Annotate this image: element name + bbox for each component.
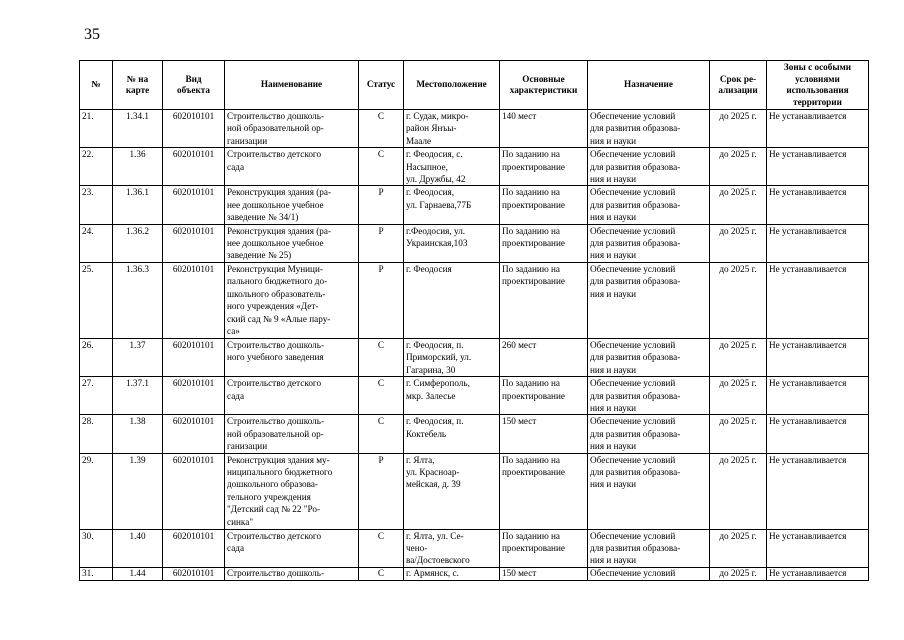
cell-term: до 2025 г. xyxy=(710,148,767,186)
cell-name: Реконструкция Муници- пального бюджетного до- школьного образователь- ного учреждения «Дет- ский сад № 9 «Алые пару- са» xyxy=(225,262,359,338)
cell-num: 24. xyxy=(80,224,113,262)
cell-map-number: 1.37.1 xyxy=(113,377,163,415)
cell-status: Р xyxy=(359,453,404,529)
cell-purpose: Обеспечение условий для развития образова- ния и науки xyxy=(588,224,710,262)
table-row xyxy=(80,186,869,224)
cell-name: Строительство детского сада xyxy=(225,148,359,186)
cell-num: 23. xyxy=(80,186,113,224)
cell-features: 150 мест xyxy=(500,567,588,580)
cell-num: 21. xyxy=(80,110,113,148)
cell-term: до 2025 г. xyxy=(710,338,767,376)
cell-zones: Не устанавливается xyxy=(767,148,869,186)
cell-location: г. Симферополь, мкр. Залесье xyxy=(404,377,500,415)
column-header-map-number: № на карте xyxy=(113,61,163,110)
cell-zones: Не устанавливается xyxy=(767,529,869,567)
cell-name: Реконструкция здания (ра- нее дошкольное учебное заведение № 34/1) xyxy=(225,186,359,224)
cell-name: Реконструкция здания му- ниципального бюджетного дошкольного образова- тельного учреждения "Детский сад № 22 "Ро- синка" xyxy=(225,453,359,529)
cell-status: С xyxy=(359,415,404,453)
cell-term: до 2025 г. xyxy=(710,262,767,338)
cell-name: Строительство детского сада xyxy=(225,377,359,415)
cell-num: 31. xyxy=(80,567,113,580)
cell-zones: Не устанавливается xyxy=(767,110,869,148)
cell-term: до 2025 г. xyxy=(710,453,767,529)
cell-term: до 2025 г. xyxy=(710,567,767,580)
table-row xyxy=(80,110,869,148)
cell-map-number: 1.36 xyxy=(113,148,163,186)
cell-features: По заданию на проектирование xyxy=(500,453,588,529)
cell-features: 140 мест xyxy=(500,110,588,148)
cell-zones: Не устанавливается xyxy=(767,338,869,376)
cell-purpose: Обеспечение условий для развития образова- ния и науки xyxy=(588,338,710,376)
cell-name: Строительство детского сада xyxy=(225,529,359,567)
cell-status: Р xyxy=(359,224,404,262)
cell-term: до 2025 г. xyxy=(710,377,767,415)
cell-object-kind: 602010101 xyxy=(163,224,225,262)
cell-term: до 2025 г. xyxy=(710,224,767,262)
cell-name: Строительство дошколь- ной образовательной ор- ганизации xyxy=(225,110,359,148)
cell-object-kind: 602010101 xyxy=(163,262,225,338)
cell-name: Строительство дошколь- ной образовательной ор- ганизации xyxy=(225,415,359,453)
cell-location: г. Феодосия, ул. Гарнаева,77Б xyxy=(404,186,500,224)
cell-location: г. Судак, микро- район Янъы- Маале xyxy=(404,110,500,148)
cell-map-number: 1.40 xyxy=(113,529,163,567)
cell-purpose: Обеспечение условий для развития образова- ния и науки xyxy=(588,110,710,148)
cell-purpose: Обеспечение условий для развития образова- ния и науки xyxy=(588,186,710,224)
cell-features: По заданию на проектирование xyxy=(500,186,588,224)
cell-object-kind: 602010101 xyxy=(163,110,225,148)
cell-location: г. Феодосия, с. Насыпное, ул. Дружбы, 42 xyxy=(404,148,500,186)
cell-object-kind: 602010101 xyxy=(163,338,225,376)
cell-location: г. Ялта, ул. Се- чено- ва/Достоевского xyxy=(404,529,500,567)
cell-object-kind: 602010101 xyxy=(163,377,225,415)
cell-features: 260 мест xyxy=(500,338,588,376)
cell-location: г.Феодосия, ул. Украинская,103 xyxy=(404,224,500,262)
cell-object-kind: 602010101 xyxy=(163,453,225,529)
cell-status: С xyxy=(359,338,404,376)
cell-num: 27. xyxy=(80,377,113,415)
cell-status: С xyxy=(359,377,404,415)
table-row xyxy=(80,262,869,338)
cell-num: 29. xyxy=(80,453,113,529)
cell-map-number: 1.39 xyxy=(113,453,163,529)
cell-object-kind: 602010101 xyxy=(163,186,225,224)
cell-map-number: 1.36.3 xyxy=(113,262,163,338)
cell-features: 150 мест xyxy=(500,415,588,453)
cell-zones: Не устанавливается xyxy=(767,224,869,262)
table-row xyxy=(80,148,869,186)
cell-zones: Не устанавливается xyxy=(767,415,869,453)
column-header-zones: Зоны с особыми условиями использования территории xyxy=(767,61,869,110)
cell-purpose: Обеспечение условий для развития образова- ния и науки xyxy=(588,453,710,529)
cell-term: до 2025 г. xyxy=(710,415,767,453)
cell-object-kind: 602010101 xyxy=(163,529,225,567)
cell-location: г. Ялта, ул. Красноар- мейская, д. 39 xyxy=(404,453,500,529)
table-row xyxy=(80,338,869,376)
cell-status: Р xyxy=(359,186,404,224)
cell-location: г. Феодосия, п. Коктебель xyxy=(404,415,500,453)
page-number: 35 xyxy=(84,26,100,43)
table-row xyxy=(80,224,869,262)
cell-term: до 2025 г. xyxy=(710,186,767,224)
cell-map-number: 1.37 xyxy=(113,338,163,376)
cell-object-kind: 602010101 xyxy=(163,415,225,453)
column-header-term: Срок ре- ализации xyxy=(710,61,767,110)
table-row xyxy=(80,529,869,567)
cell-num: 28. xyxy=(80,415,113,453)
column-header-object-kind: Вид объекта xyxy=(163,61,225,110)
cell-location: г. Армянск, с. xyxy=(404,567,500,580)
cell-location: г. Феодосия, п. Приморский, ул. Гагарина, 30 xyxy=(404,338,500,376)
cell-map-number: 1.44 xyxy=(113,567,163,580)
cell-purpose: Обеспечение условий для развития образова- ния и науки xyxy=(588,377,710,415)
cell-name: Строительство дошколь- xyxy=(225,567,359,580)
cell-map-number: 1.34.1 xyxy=(113,110,163,148)
table-row xyxy=(80,567,869,580)
cell-object-kind: 602010101 xyxy=(163,148,225,186)
table-row xyxy=(80,415,869,453)
cell-status: С xyxy=(359,567,404,580)
column-header-purpose: Назначение xyxy=(588,61,710,110)
cell-purpose: Обеспечение условий для развития образова- ния и науки xyxy=(588,529,710,567)
cell-features: По заданию на проектирование xyxy=(500,262,588,338)
cell-status: С xyxy=(359,148,404,186)
cell-map-number: 1.36.1 xyxy=(113,186,163,224)
cell-status: Р xyxy=(359,262,404,338)
cell-term: до 2025 г. xyxy=(710,110,767,148)
cell-zones: Не устанавливается xyxy=(767,262,869,338)
cell-num: 22. xyxy=(80,148,113,186)
objects-table xyxy=(79,60,869,581)
cell-name: Строительство дошколь- ного учебного заведения xyxy=(225,338,359,376)
cell-zones: Не устанавливается xyxy=(767,453,869,529)
cell-purpose: Обеспечение условий для развития образова- ния и науки xyxy=(588,262,710,338)
cell-purpose: Обеспечение условий xyxy=(588,567,710,580)
cell-zones: Не устанавливается xyxy=(767,377,869,415)
column-header-num: № xyxy=(80,61,113,110)
cell-features: По заданию на проектирование xyxy=(500,224,588,262)
cell-zones: Не устанавливается xyxy=(767,567,869,580)
cell-zones: Не устанавливается xyxy=(767,186,869,224)
column-header-location: Местоположение xyxy=(404,61,500,110)
cell-features: По заданию на проектирование xyxy=(500,377,588,415)
column-header-name: Наименование xyxy=(225,61,359,110)
cell-purpose: Обеспечение условий для развития образова- ния и науки xyxy=(588,415,710,453)
cell-status: С xyxy=(359,110,404,148)
cell-num: 25. xyxy=(80,262,113,338)
table-header-row xyxy=(80,61,869,110)
column-header-status: Статус xyxy=(359,61,404,110)
column-header-features: Основные характеристики xyxy=(500,61,588,110)
cell-num: 30. xyxy=(80,529,113,567)
table-row xyxy=(80,453,869,529)
cell-term: до 2025 г. xyxy=(710,529,767,567)
cell-name: Реконструкция здания (ра- нее дошкольное учебное заведение № 25) xyxy=(225,224,359,262)
cell-map-number: 1.36.2 xyxy=(113,224,163,262)
cell-status: С xyxy=(359,529,404,567)
table-row xyxy=(80,377,869,415)
cell-object-kind: 602010101 xyxy=(163,567,225,580)
cell-purpose: Обеспечение условий для развития образова- ния и науки xyxy=(588,148,710,186)
cell-num: 26. xyxy=(80,338,113,376)
cell-features: По заданию на проектирование xyxy=(500,529,588,567)
cell-map-number: 1.38 xyxy=(113,415,163,453)
cell-features: По заданию на проектирование xyxy=(500,148,588,186)
cell-location: г. Феодосия xyxy=(404,262,500,338)
